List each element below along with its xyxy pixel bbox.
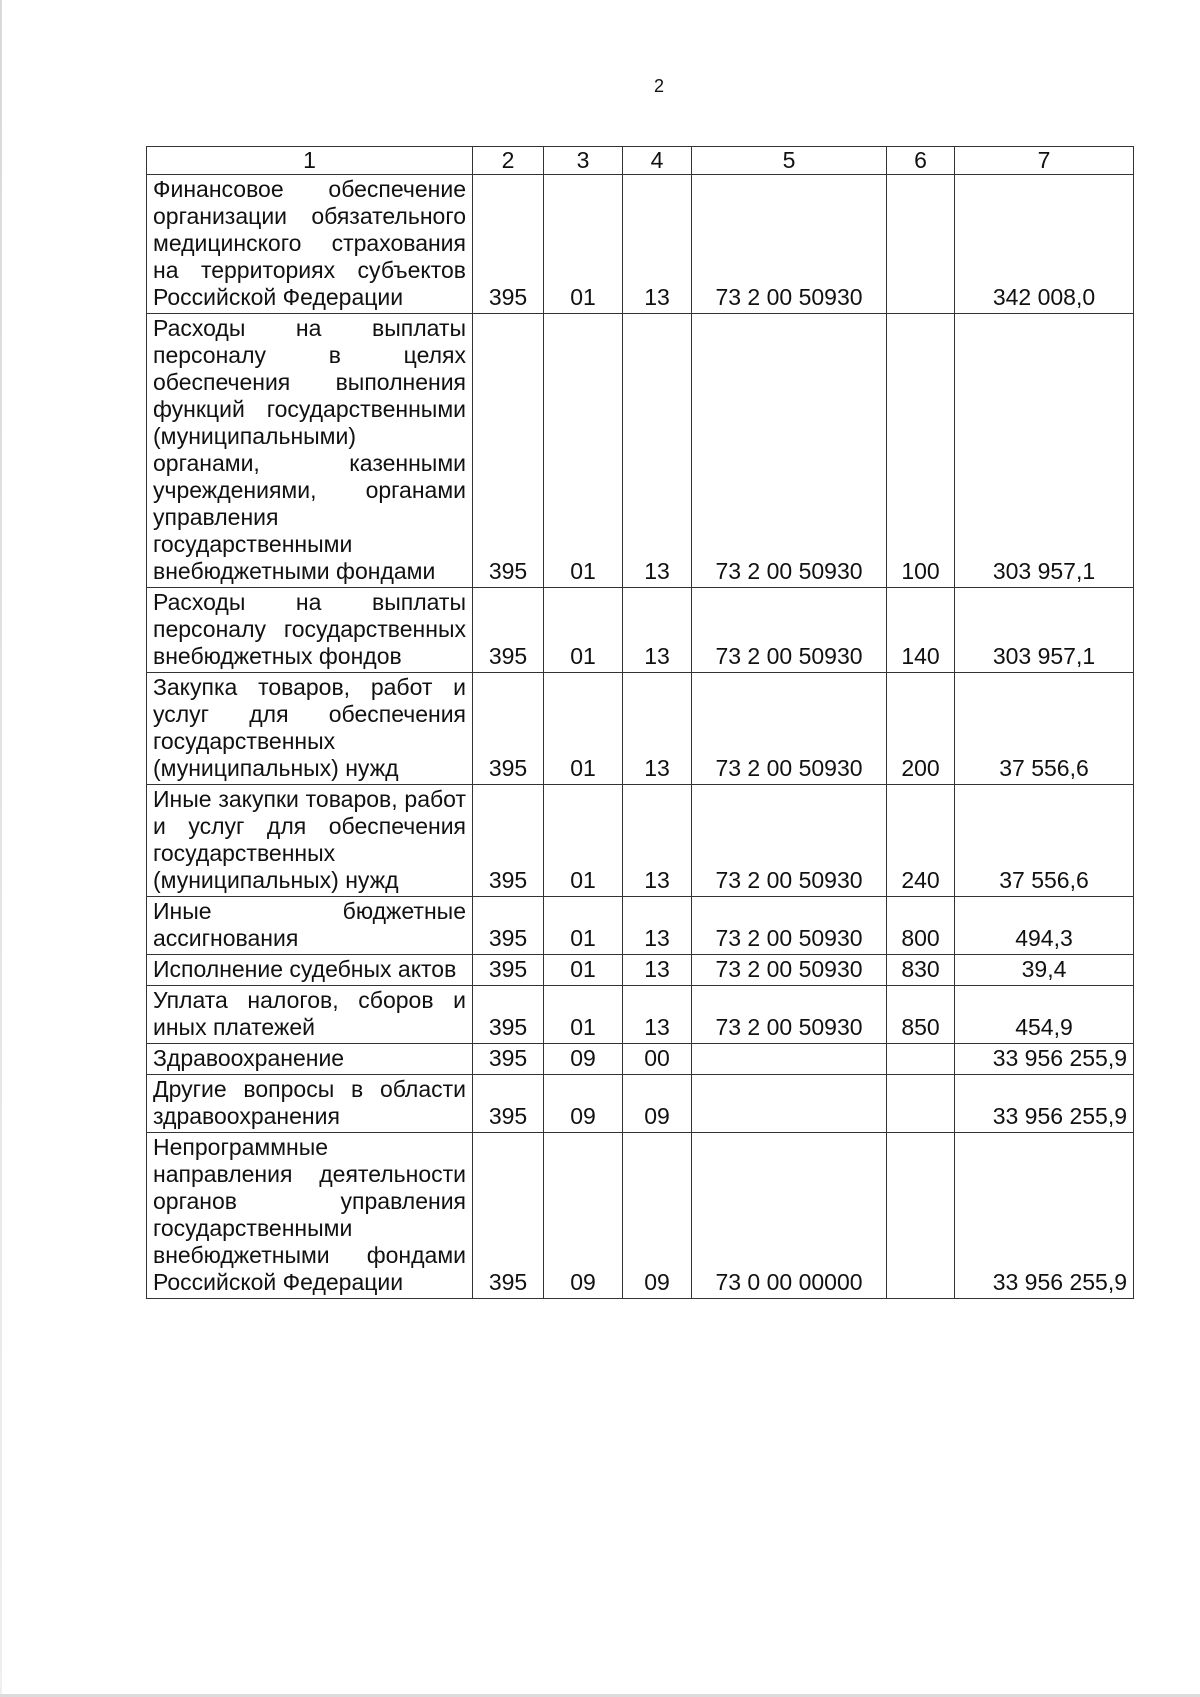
table-row bbox=[147, 175, 1134, 314]
column-header-4: 4 bbox=[623, 147, 692, 175]
cell-name: Расходы на выплаты персоналу в целях обеспечения выполнения функций государственными (муниципальными) органами, казенными учреждениями, органами управления государственными внебюджетными фондами bbox=[147, 314, 473, 588]
cell-expense-type bbox=[887, 1075, 955, 1133]
table-row bbox=[147, 955, 1134, 986]
cell-glava: 395 bbox=[473, 986, 544, 1044]
cell-glava: 395 bbox=[473, 1075, 544, 1133]
cell-name: Иные закупки товаров, работ и услуг для обеспечения государственных (муниципальных) нужд bbox=[147, 785, 473, 897]
cell-podrazdel: 13 bbox=[623, 673, 692, 785]
cell-name: Расходы на выплаты персоналу государственных внебюджетных фондов bbox=[147, 588, 473, 673]
column-header-2: 2 bbox=[473, 147, 544, 175]
cell-glava: 395 bbox=[473, 1133, 544, 1299]
cell-razdel: 01 bbox=[544, 175, 623, 314]
cell-podrazdel: 13 bbox=[623, 986, 692, 1044]
cell-glava: 395 bbox=[473, 785, 544, 897]
table-row bbox=[147, 1044, 1134, 1075]
scan-left-edge bbox=[0, 0, 2, 1697]
cell-glava: 395 bbox=[473, 955, 544, 986]
cell-amount: 33 956 255,9 bbox=[955, 1044, 1134, 1075]
cell-glava: 395 bbox=[473, 897, 544, 955]
cell-podrazdel: 13 bbox=[623, 897, 692, 955]
cell-podrazdel: 09 bbox=[623, 1075, 692, 1133]
column-header-5: 5 bbox=[692, 147, 887, 175]
cell-expense-type bbox=[887, 1044, 955, 1075]
cell-target-article: 73 2 00 50930 bbox=[692, 897, 887, 955]
cell-name: Здравоохранение bbox=[147, 1044, 473, 1075]
cell-razdel: 01 bbox=[544, 986, 623, 1044]
table-row bbox=[147, 673, 1134, 785]
cell-target-article bbox=[692, 1075, 887, 1133]
table-row bbox=[147, 897, 1134, 955]
cell-razdel: 01 bbox=[544, 314, 623, 588]
cell-razdel: 01 bbox=[544, 955, 623, 986]
cell-name: Иные бюджетные ассигнования bbox=[147, 897, 473, 955]
budget-table bbox=[146, 146, 1134, 1299]
cell-razdel: 09 bbox=[544, 1133, 623, 1299]
cell-target-article: 73 2 00 50930 bbox=[692, 673, 887, 785]
cell-target-article: 73 2 00 50930 bbox=[692, 955, 887, 986]
cell-razdel: 09 bbox=[544, 1044, 623, 1075]
cell-target-article: 73 2 00 50930 bbox=[692, 314, 887, 588]
table-header-row bbox=[147, 147, 1134, 175]
table-row bbox=[147, 1075, 1134, 1133]
cell-podrazdel: 13 bbox=[623, 175, 692, 314]
cell-podrazdel: 13 bbox=[623, 588, 692, 673]
cell-razdel: 01 bbox=[544, 673, 623, 785]
cell-name: Исполнение судебных актов bbox=[147, 955, 473, 986]
cell-expense-type: 200 bbox=[887, 673, 955, 785]
table-row bbox=[147, 314, 1134, 588]
cell-name: Непрограммные направления деятельности органов управления государственными внебюджетными фондами Российской Федерации bbox=[147, 1133, 473, 1299]
cell-target-article: 73 2 00 50930 bbox=[692, 588, 887, 673]
cell-expense-type bbox=[887, 175, 955, 314]
table-row bbox=[147, 785, 1134, 897]
column-header-6: 6 bbox=[887, 147, 955, 175]
column-header-7: 7 bbox=[955, 147, 1134, 175]
cell-expense-type: 140 bbox=[887, 588, 955, 673]
cell-amount: 303 957,1 bbox=[955, 588, 1134, 673]
table-body bbox=[147, 147, 1134, 1299]
cell-name: Финансовое обеспечение организации обязательного медицинского страхования на территориях субъектов Российской Федерации bbox=[147, 175, 473, 314]
cell-razdel: 01 bbox=[544, 785, 623, 897]
cell-amount: 33 956 255,9 bbox=[955, 1075, 1134, 1133]
cell-amount: 494,3 bbox=[955, 897, 1134, 955]
cell-razdel: 01 bbox=[544, 588, 623, 673]
cell-amount: 303 957,1 bbox=[955, 314, 1134, 588]
cell-glava: 395 bbox=[473, 1044, 544, 1075]
cell-amount: 33 956 255,9 bbox=[955, 1133, 1134, 1299]
cell-amount: 37 556,6 bbox=[955, 673, 1134, 785]
cell-target-article: 73 0 00 00000 bbox=[692, 1133, 887, 1299]
cell-amount: 39,4 bbox=[955, 955, 1134, 986]
cell-podrazdel: 13 bbox=[623, 955, 692, 986]
cell-expense-type: 850 bbox=[887, 986, 955, 1044]
cell-target-article: 73 2 00 50930 bbox=[692, 175, 887, 314]
cell-expense-type: 800 bbox=[887, 897, 955, 955]
cell-expense-type: 240 bbox=[887, 785, 955, 897]
column-header-3: 3 bbox=[544, 147, 623, 175]
table-row bbox=[147, 1133, 1134, 1299]
cell-target-article: 73 2 00 50930 bbox=[692, 785, 887, 897]
cell-glava: 395 bbox=[473, 314, 544, 588]
cell-amount: 454,9 bbox=[955, 986, 1134, 1044]
cell-razdel: 01 bbox=[544, 897, 623, 955]
cell-glava: 395 bbox=[473, 588, 544, 673]
table-row bbox=[147, 588, 1134, 673]
cell-name: Закупка товаров, работ и услуг для обеспечения государственных (муниципальных) нужд bbox=[147, 673, 473, 785]
cell-expense-type bbox=[887, 1133, 955, 1299]
column-header-1: 1 bbox=[147, 147, 473, 175]
cell-name: Уплата налогов, сборов и иных платежей bbox=[147, 986, 473, 1044]
page-number: 2 bbox=[653, 76, 664, 96]
cell-podrazdel: 00 bbox=[623, 1044, 692, 1075]
cell-razdel: 09 bbox=[544, 1075, 623, 1133]
cell-target-article bbox=[692, 1044, 887, 1075]
cell-amount: 342 008,0 bbox=[955, 175, 1134, 314]
cell-podrazdel: 13 bbox=[623, 785, 692, 897]
cell-amount: 37 556,6 bbox=[955, 785, 1134, 897]
cell-expense-type: 100 bbox=[887, 314, 955, 588]
cell-name: Другие вопросы в области здравоохранения bbox=[147, 1075, 473, 1133]
cell-target-article: 73 2 00 50930 bbox=[692, 986, 887, 1044]
table-row bbox=[147, 986, 1134, 1044]
cell-glava: 395 bbox=[473, 673, 544, 785]
cell-podrazdel: 13 bbox=[623, 314, 692, 588]
cell-podrazdel: 09 bbox=[623, 1133, 692, 1299]
cell-expense-type: 830 bbox=[887, 955, 955, 986]
cell-glava: 395 bbox=[473, 175, 544, 314]
